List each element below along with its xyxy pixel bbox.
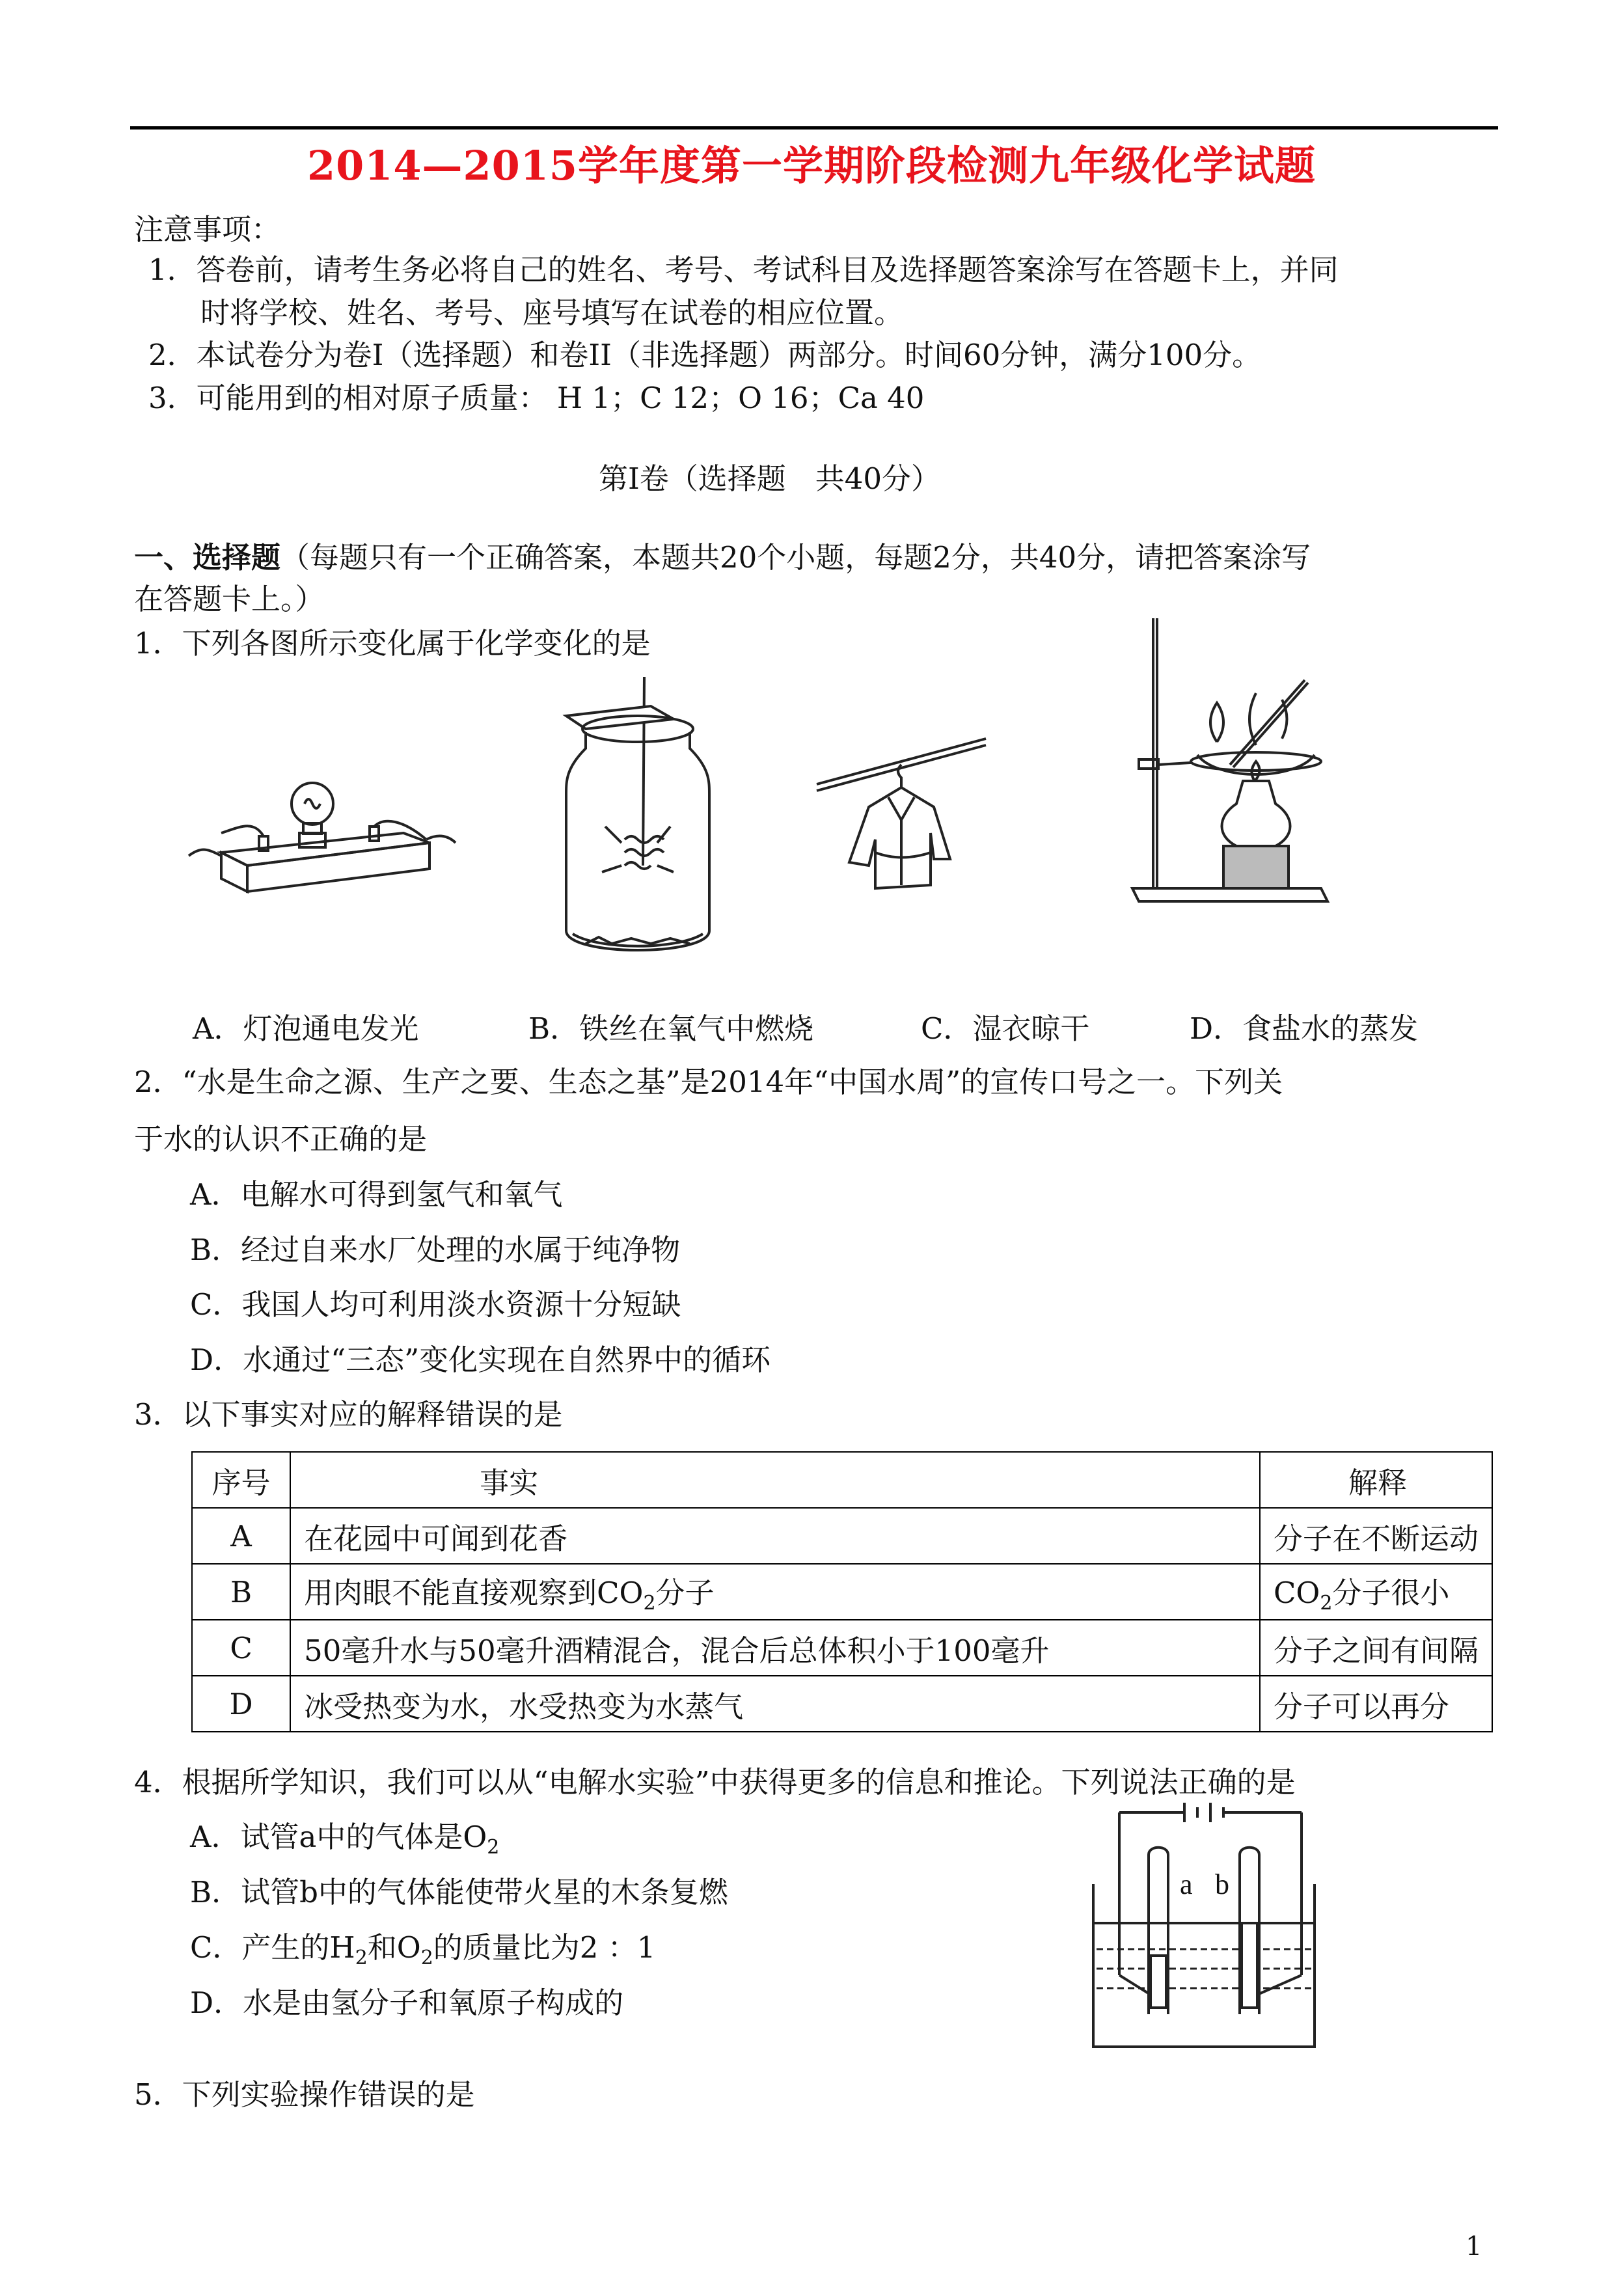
wet-clothes-figure xyxy=(813,735,989,898)
part1-desc-cont: 在答题卡上。） xyxy=(134,582,325,616)
row-explain: 分子可以再分 xyxy=(1260,1676,1492,1732)
iron-wire-jar-figure xyxy=(560,677,716,970)
note-2: 2．本试卷分为卷Ⅰ（选择题）和卷II（非选择题）两部分。时间60分钟，满分100分。 xyxy=(148,338,1262,372)
q1-stem: 1．下列各图所示变化属于化学变化的是 xyxy=(134,626,651,661)
notes-heading: 注意事项： xyxy=(134,212,281,247)
note-1: 1．答卷前，请考生务必将自己的姓名、考号、考试科目及选择题答案涂写在答题卡上，并同 xyxy=(148,253,1339,287)
table-header-row xyxy=(192,1452,1492,1508)
row-id: C xyxy=(192,1620,290,1676)
note-3: 3．可能用到的相对原子质量： H 1；C 12；O 16；Ca 40 xyxy=(148,381,925,415)
q4-option-b: B．试管b中的气体能使带火星的木条复燃 xyxy=(190,1875,728,1909)
header-rule xyxy=(130,126,1498,130)
exam-title: 2014—2015学年度第一学期阶段检测九年级化学试题 xyxy=(307,142,1316,189)
q4-option-a: A．试管a中的气体是$O_2$ xyxy=(190,1820,500,1859)
part1-header xyxy=(134,540,1311,575)
q2-option-d: D．水通过“三态”变化实现在自然界中的循环 xyxy=(190,1343,771,1377)
q1-option-b: B．铁丝在氧气中燃烧 xyxy=(528,1011,814,1046)
row-explain: 分子之间有间隔 xyxy=(1260,1620,1492,1676)
q4-option-c: C．产生的$H_2$和$O_2$的质量比为2 ：1 xyxy=(190,1930,656,1969)
q2-option-c: C．我国人均可利用淡水资源十分短缺 xyxy=(190,1287,681,1322)
section-title: 第Ⅰ卷（选择题 共40分） xyxy=(599,461,941,496)
tube-b-label: b xyxy=(1215,1868,1229,1900)
row-explain: 分子在不断运动 xyxy=(1260,1508,1492,1564)
q4-option-d: D．水是由氢分子和氧原子构成的 xyxy=(190,1986,624,2020)
table-row xyxy=(192,1564,1492,1620)
row-fact: 用肉眼不能直接观察到$CO_2$分子 xyxy=(290,1564,1260,1620)
row-fact: 冰受热变为水，水受热变为水蒸气 xyxy=(290,1676,1260,1732)
q1-option-a: A．灯泡通电发光 xyxy=(193,1011,419,1046)
row-id: B xyxy=(192,1564,290,1620)
table-row xyxy=(192,1508,1492,1564)
q4-stem: 4．根据所学知识，我们可以从“电解水实验”中获得更多的信息和推论。下列说法正确的是 xyxy=(134,1765,1296,1799)
bulb-circuit-figure xyxy=(182,735,462,898)
table-row xyxy=(192,1676,1492,1732)
q5-stem: 5．下列实验操作错误的是 xyxy=(134,2077,475,2112)
part1-label: 一、选择题 xyxy=(134,540,281,575)
q3-table xyxy=(191,1451,1493,1732)
part1-desc: （每题只有一个正确答案，本题共20个小题，每题2分，共40分，请把答案涂写 xyxy=(280,540,1311,575)
q1-option-c: C．湿衣晾干 xyxy=(921,1011,1090,1046)
note-1-cont: 时将学校、姓名、考号、座号填写在试卷的相应位置。 xyxy=(200,295,904,330)
row-fact: 50毫升水与50毫升酒精混合，混合后总体积小于100毫升 xyxy=(290,1620,1260,1676)
header-explain: 解释 xyxy=(1260,1452,1492,1508)
q1-option-d: D．食盐水的蒸发 xyxy=(1190,1011,1419,1046)
q3-stem: 3．以下事实对应的解释错误的是 xyxy=(134,1397,563,1432)
q2-option-b: B．经过自来水厂处理的水属于纯净物 xyxy=(190,1233,681,1267)
table-row xyxy=(192,1620,1492,1676)
page-number: 1 xyxy=(1466,2232,1482,2262)
q2-stem: 2．“水是生命之源、生产之要、生态之基”是2014年“中国水周”的宣传口号之一。下列关 xyxy=(134,1065,1283,1099)
evaporation-figure xyxy=(1126,615,1334,905)
tube-a-label: a xyxy=(1180,1868,1193,1900)
header-index: 序号 xyxy=(192,1452,290,1508)
row-id: A xyxy=(192,1508,290,1564)
electrolysis-figure xyxy=(1087,1799,1334,2060)
q2-stem-cont: 于水的认识不正确的是 xyxy=(134,1122,428,1156)
row-fact: 在花园中可闻到花香 xyxy=(290,1508,1260,1564)
row-explain: $CO_2$分子很小 xyxy=(1260,1564,1492,1620)
q2-option-a: A．电解水可得到氢气和氧气 xyxy=(190,1177,563,1212)
header-fact: 事实 xyxy=(290,1452,1260,1508)
row-id: D xyxy=(192,1676,290,1732)
